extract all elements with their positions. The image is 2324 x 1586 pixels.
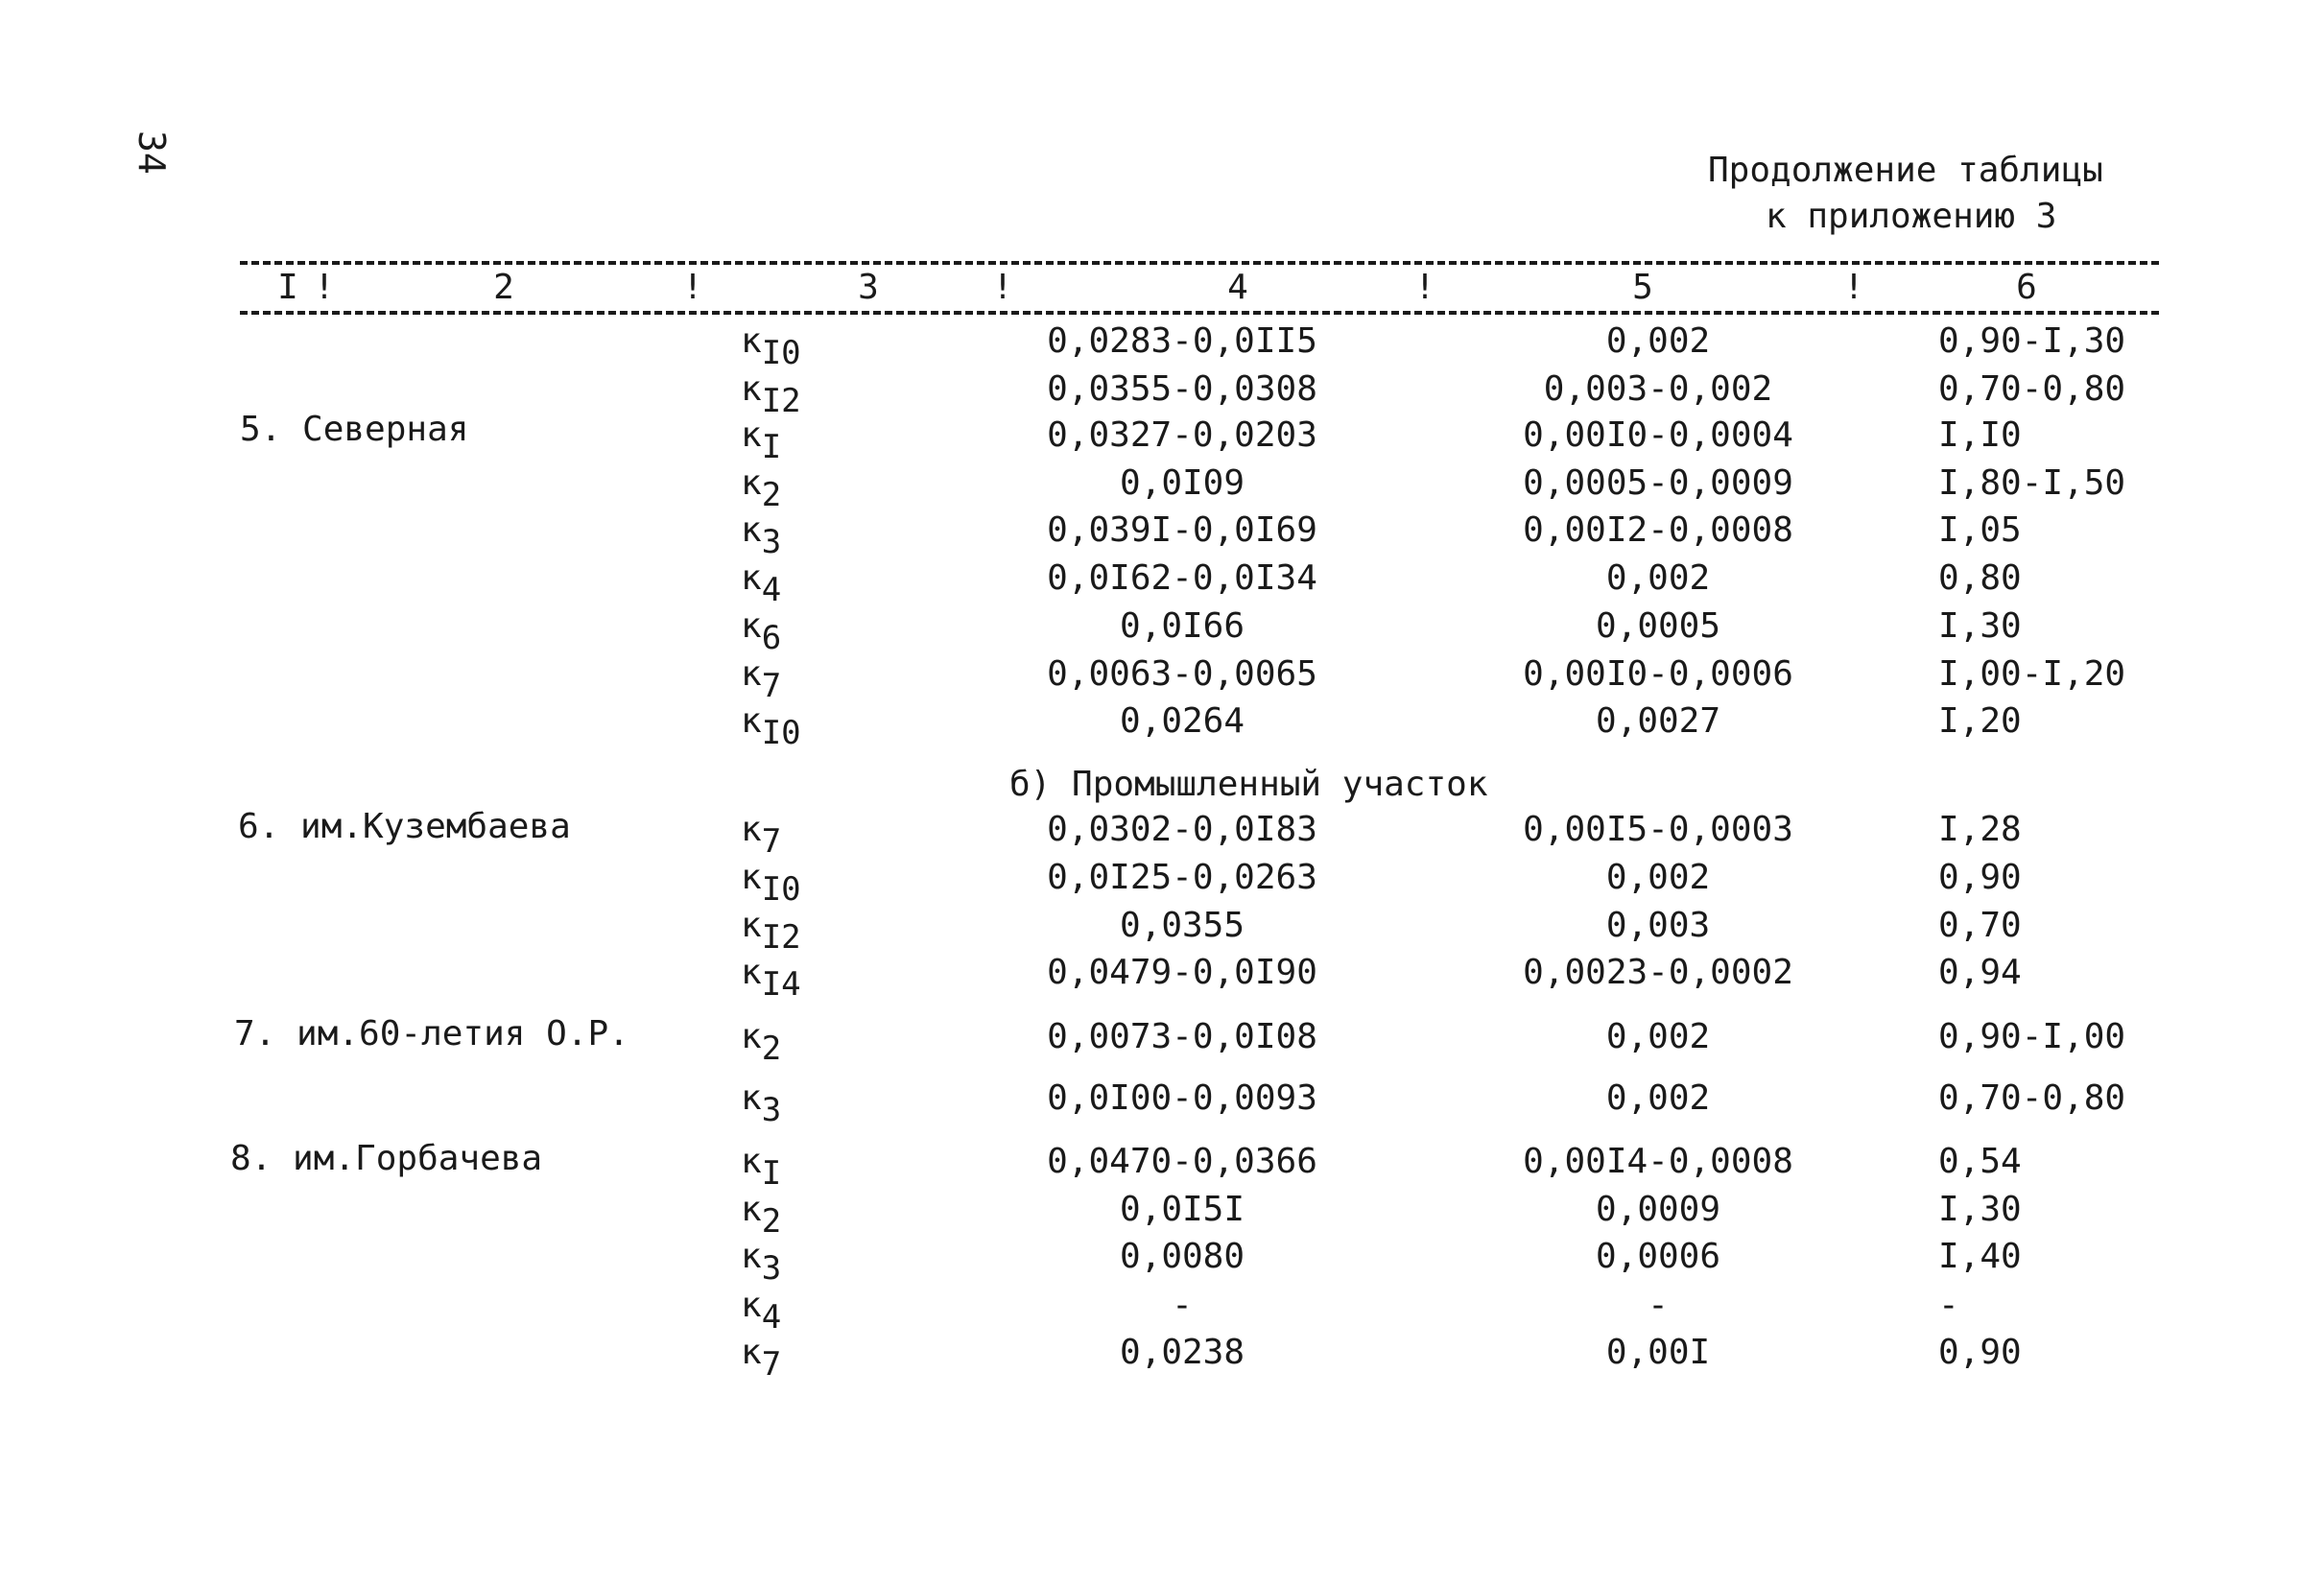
col-separator: !: [682, 268, 703, 307]
coefficient-letter: к: [741, 1078, 762, 1118]
cell-col6: -: [1938, 1286, 1959, 1325]
cell-col5: 0,00I4-0,0008: [1523, 1142, 1793, 1181]
table-caption-line2: к приложению 3: [1766, 197, 2057, 236]
cell-col5: 0,0027: [1595, 701, 1721, 741]
coefficient-letter: к: [741, 701, 762, 741]
coefficient-symbol: [741, 701, 801, 752]
col-header-6: 6: [2016, 268, 2037, 307]
coefficient-letter: к: [741, 654, 762, 694]
cell-col5: 0,0005: [1595, 606, 1721, 646]
coefficient-letter: к: [741, 1286, 762, 1325]
cell-col4: 0,0355: [1119, 906, 1245, 945]
coefficient-index: 7: [761, 667, 782, 705]
coefficient-index: 3: [761, 523, 782, 561]
mine-name: 6. им.Кузембаева: [238, 807, 571, 846]
cell-col4: 0,0327-0,0203: [1047, 415, 1317, 455]
cell-col5: 0,002: [1605, 321, 1711, 361]
mine-name: 8. им.Горбачева: [230, 1139, 543, 1178]
cell-col6: I,I0: [1938, 415, 2022, 455]
coefficient-letter: к: [741, 510, 762, 550]
coefficient-letter: к: [741, 1237, 762, 1276]
coefficient-symbol: [741, 1333, 782, 1384]
cell-col4: 0,0470-0,0366: [1047, 1142, 1317, 1181]
cell-col5: 0,002: [1605, 1017, 1711, 1056]
coefficient-index: 3: [761, 1091, 782, 1129]
cell-col5: 0,002: [1605, 858, 1711, 897]
cell-col6: I,30: [1938, 606, 2022, 646]
coefficient-symbol: [741, 606, 782, 657]
col-header-1: I: [277, 268, 298, 307]
cell-col4: 0,039I-0,0I69: [1047, 510, 1317, 550]
cell-col6: I,00-I,20: [1938, 654, 2126, 694]
coefficient-symbol: [741, 1017, 782, 1068]
cell-col4: 0,0063-0,0065: [1047, 654, 1317, 694]
coefficient-index: I: [761, 1154, 782, 1193]
cell-col5: 0,0005-0,0009: [1523, 463, 1793, 503]
cell-col4: 0,0I5I: [1119, 1190, 1245, 1229]
coefficient-index: 3: [761, 1249, 782, 1288]
cell-col4: 0,0264: [1119, 701, 1245, 741]
cell-col6: 0,90: [1938, 858, 2022, 897]
coefficient-letter: к: [741, 463, 762, 503]
coefficient-index: 7: [761, 1345, 782, 1384]
cell-col6: 0,80: [1938, 558, 2022, 598]
coefficient-index: 4: [761, 1298, 782, 1337]
coefficient-index: I: [761, 428, 782, 466]
coefficient-symbol: [741, 953, 801, 1004]
cell-col6: I,28: [1938, 810, 2022, 849]
coefficient-letter: к: [741, 415, 762, 455]
cell-col4: 0,0479-0,0I90: [1047, 953, 1317, 992]
cell-col4: 0,0302-0,0I83: [1047, 810, 1317, 849]
coefficient-index: I2: [761, 382, 801, 420]
coefficient-letter: к: [741, 953, 762, 992]
header-top-rule: [240, 261, 2159, 265]
col-separator: !: [992, 268, 1013, 307]
cell-col6: 0,90-I,00: [1938, 1017, 2126, 1056]
coefficient-index: I4: [761, 965, 801, 1004]
coefficient-letter: к: [741, 810, 762, 849]
cell-col6: I,80-I,50: [1938, 463, 2126, 503]
cell-col6: 0,70: [1938, 906, 2022, 945]
cell-col5: 0,003: [1605, 906, 1711, 945]
coefficient-symbol: [741, 558, 782, 609]
cell-col5: 0,00I: [1605, 1333, 1711, 1372]
coefficient-index: 4: [761, 571, 782, 609]
cell-col5: -: [1648, 1286, 1669, 1325]
coefficient-symbol: [741, 463, 782, 514]
coefficient-index: I0: [761, 334, 801, 372]
section-heading: б) Промышленный участок: [1009, 765, 1488, 804]
coefficient-index: 2: [761, 1202, 782, 1241]
coefficient-index: 2: [761, 476, 782, 514]
coefficient-letter: к: [741, 858, 762, 897]
cell-col6: I,30: [1938, 1190, 2022, 1229]
cell-col6: 0,70-0,80: [1938, 369, 2126, 409]
col-header-2: 2: [493, 268, 514, 307]
cell-col6: 0,90-I,30: [1938, 321, 2126, 361]
cell-col5: 0,0009: [1595, 1190, 1721, 1229]
col-separator: !: [1414, 268, 1435, 307]
col-header-4: 4: [1227, 268, 1248, 307]
coefficient-letter: к: [741, 558, 762, 598]
coefficient-index: I0: [761, 870, 801, 909]
mine-name: 5. Северная: [240, 410, 469, 449]
cell-col5: 0,0023-0,0002: [1523, 953, 1793, 992]
coefficient-symbol: [741, 1190, 782, 1241]
coefficient-index: 6: [761, 619, 782, 657]
coefficient-symbol: [741, 906, 801, 957]
coefficient-index: 2: [761, 1030, 782, 1068]
table-caption-line1: Продолжение таблицы: [1708, 151, 2103, 190]
coefficient-letter: к: [741, 606, 762, 646]
cell-col5: 0,00I0-0,0006: [1523, 654, 1793, 694]
cell-col4: 0,0355-0,0308: [1047, 369, 1317, 409]
coefficient-symbol: [741, 858, 801, 909]
coefficient-index: I2: [761, 918, 801, 957]
cell-col4: 0,0080: [1119, 1237, 1245, 1276]
cell-col5: 0,0006: [1595, 1237, 1721, 1276]
coefficient-letter: к: [741, 906, 762, 945]
coefficient-letter: к: [741, 1017, 762, 1056]
coefficient-symbol: [741, 1286, 782, 1337]
cell-col6: 0,94: [1938, 953, 2022, 992]
cell-col4: -: [1172, 1286, 1193, 1325]
coefficient-symbol: [741, 321, 801, 372]
coefficient-symbol: [741, 369, 801, 420]
coefficient-symbol: [741, 415, 782, 466]
col-separator: !: [1843, 268, 1864, 307]
cell-col4: 0,0I25-0,0263: [1047, 858, 1317, 897]
cell-col5: 0,00I2-0,0008: [1523, 510, 1793, 550]
coefficient-letter: к: [741, 1142, 762, 1181]
coefficient-letter: к: [741, 1190, 762, 1229]
cell-col4: 0,0I66: [1119, 606, 1245, 646]
cell-col5: 0,00I5-0,0003: [1523, 810, 1793, 849]
cell-col4: 0,0073-0,0I08: [1047, 1017, 1317, 1056]
cell-col5: 0,00I0-0,0004: [1523, 415, 1793, 455]
page-number: 34: [130, 130, 173, 175]
cell-col6: 0,54: [1938, 1142, 2022, 1181]
coefficient-symbol: [741, 654, 782, 705]
coefficient-symbol: [741, 1237, 782, 1288]
cell-col4: 0,0I09: [1119, 463, 1245, 503]
header-bottom-rule: [240, 311, 2159, 315]
col-header-5: 5: [1632, 268, 1653, 307]
coefficient-symbol: [741, 810, 782, 861]
cell-col6: 0,90: [1938, 1333, 2022, 1372]
coefficient-letter: к: [741, 369, 762, 409]
cell-col6: I,40: [1938, 1237, 2022, 1276]
cell-col5: 0,003-0,002: [1543, 369, 1773, 409]
mine-name: 7. им.60-летия О.Р.: [234, 1014, 629, 1053]
cell-col4: 0,0238: [1119, 1333, 1245, 1372]
coefficient-letter: к: [741, 321, 762, 361]
coefficient-index: I0: [761, 714, 801, 752]
cell-col4: 0,0I00-0,0093: [1047, 1078, 1317, 1118]
coefficient-letter: к: [741, 1333, 762, 1372]
cell-col5: 0,002: [1605, 1078, 1711, 1118]
col-header-3: 3: [858, 268, 879, 307]
coefficient-index: 7: [761, 822, 782, 861]
cell-col5: 0,002: [1605, 558, 1711, 598]
cell-col4: 0,0283-0,0II5: [1047, 321, 1317, 361]
cell-col4: 0,0I62-0,0I34: [1047, 558, 1317, 598]
cell-col6: 0,70-0,80: [1938, 1078, 2126, 1118]
cell-col6: I,20: [1938, 701, 2022, 741]
coefficient-symbol: [741, 510, 782, 561]
coefficient-symbol: [741, 1078, 782, 1129]
col-separator: !: [314, 268, 335, 307]
coefficient-symbol: [741, 1142, 782, 1193]
cell-col6: I,05: [1938, 510, 2022, 550]
